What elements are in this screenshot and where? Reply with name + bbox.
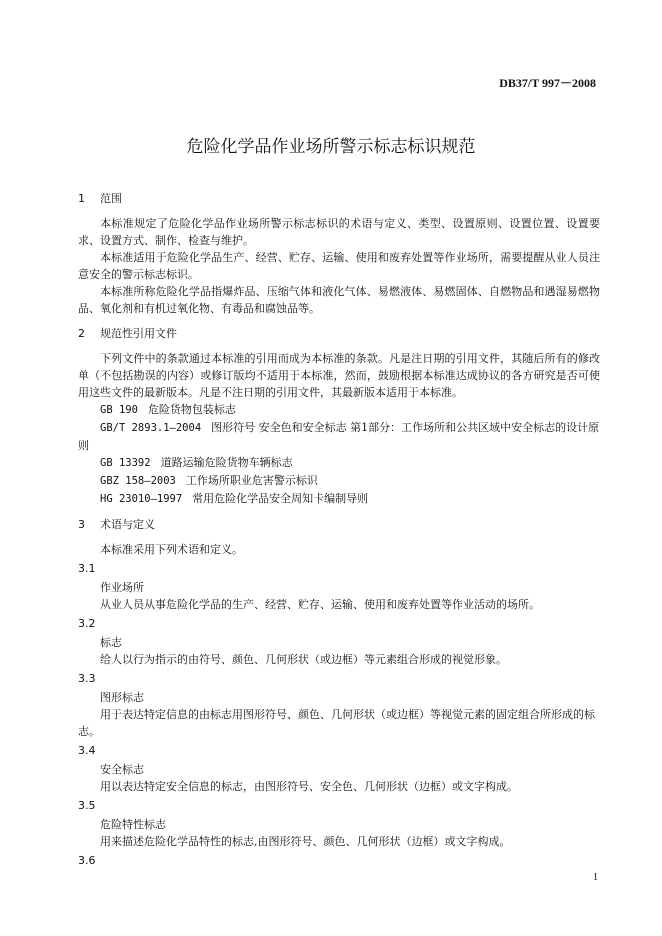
term-definition: 用于表达特定信息的由标志用图形符号、颜色、几何形状（或边框）等视觉元素的固定组合所形成的标志。 <box>78 708 595 738</box>
section-title: 规范性引用文件 <box>100 327 177 340</box>
term-definition: 给人以行为指示的由符号、颜色、几何形状（或边框）等元素组合形成的视觉形象。 <box>100 653 507 666</box>
reference-code: GBZ 158—2003 <box>100 475 176 487</box>
term-number: 3.1 <box>78 562 96 575</box>
term-number: 3.2 <box>78 617 96 630</box>
section-number: 1 <box>78 192 85 205</box>
reference-code: GB 13392 <box>100 457 151 469</box>
reference-item <box>78 454 600 472</box>
term-name: 标志 <box>100 636 122 649</box>
paragraph: 本标准适用于危险化学品生产、经营、贮存、运输、使用和废弃处置等作业场所，需要提醒从业人员注意安全的警示标志标识。 <box>78 251 600 281</box>
reference-title: 常用危险化学品安全周知卡编制导则 <box>192 492 369 505</box>
term-definition: 用以表达特定安全信息的标志，由图形符号、安全色、几何形状（边框）或文字构成。 <box>100 780 518 793</box>
section-title: 范围 <box>100 192 122 205</box>
paragraph: 本标准所称危险化学品指爆炸品、压缩气体和液化气体、易燃液体、易燃固体、自燃物品和遇湿易燃物品、氧化剂和有机过氧化物、有毒品和腐蚀品等。 <box>78 285 600 315</box>
paragraph: 本标准采用下列术语和定义。 <box>100 543 243 556</box>
section-number: 3 <box>78 518 85 531</box>
page-number: 1 <box>593 872 598 883</box>
reference-code: GB/T 2893.1—2004 <box>100 422 202 434</box>
section-2-heading <box>78 325 600 342</box>
reference-title: 道路运输危险货物车辆标志 <box>160 456 293 469</box>
document-body <box>78 190 600 869</box>
reference-item <box>78 472 600 490</box>
term-number: 3.5 <box>78 799 96 812</box>
reference-title: 图形符号 安全色和安全标志 第1部分：工作场所和公共区域中安全标志的设计原则 <box>78 421 600 452</box>
term-number: 3.4 <box>78 744 96 757</box>
term-definition: 用来描述危险化学品特性的标志,由图形符号、颜色、几何形状（边框）或文字构成。 <box>100 835 511 848</box>
term-name: 危险特性标志 <box>100 818 166 831</box>
term-name: 安全标志 <box>100 763 144 776</box>
reference-title: 工作场所职业危害警示标识 <box>185 474 318 487</box>
term-name: 作业场所 <box>100 581 144 594</box>
section-title: 术语与定义 <box>100 518 155 531</box>
term-name: 图形标志 <box>100 691 144 704</box>
reference-title: 危险货物包装标志 <box>147 403 236 416</box>
section-3-heading <box>78 516 600 533</box>
reference-code: GB 190 <box>100 404 138 416</box>
document-title: 危险化学品作业场所警示标志标识规范 <box>186 137 476 157</box>
reference-item <box>78 490 600 508</box>
term-number: 3.6 <box>78 854 96 867</box>
paragraph: 本标准规定了危险化学品作业场所警示标志标识的术语与定义、类型、设置原则、设置位置、设置要求、设置方式、制作、检查与维护。 <box>78 217 600 247</box>
standard-code: DB37/T 997－2008 <box>499 76 596 90</box>
paragraph: 下列文件中的条款通过本标准的引用而成为本标准的条款。凡是注日期的引用文件，其随后所有的修改单（不包括勘误的内容）或修订版均不适用于本标准，然而，鼓励根据本标准达成协议的各方研究是否可使用这些文件的最新版本。凡是不注日期的引用文件，其最新版本适用于本标准。 <box>78 352 600 399</box>
section-number: 2 <box>78 327 85 340</box>
reference-item <box>78 419 600 454</box>
reference-item <box>78 401 600 419</box>
section-1-heading <box>78 190 600 207</box>
reference-code: HG 23010—1997 <box>100 493 183 505</box>
term-number: 3.3 <box>78 672 96 685</box>
term-definition: 从业人员从事危险化学品的生产、经营、贮存、运输、使用和废弃处置等作业活动的场所。 <box>100 598 540 611</box>
